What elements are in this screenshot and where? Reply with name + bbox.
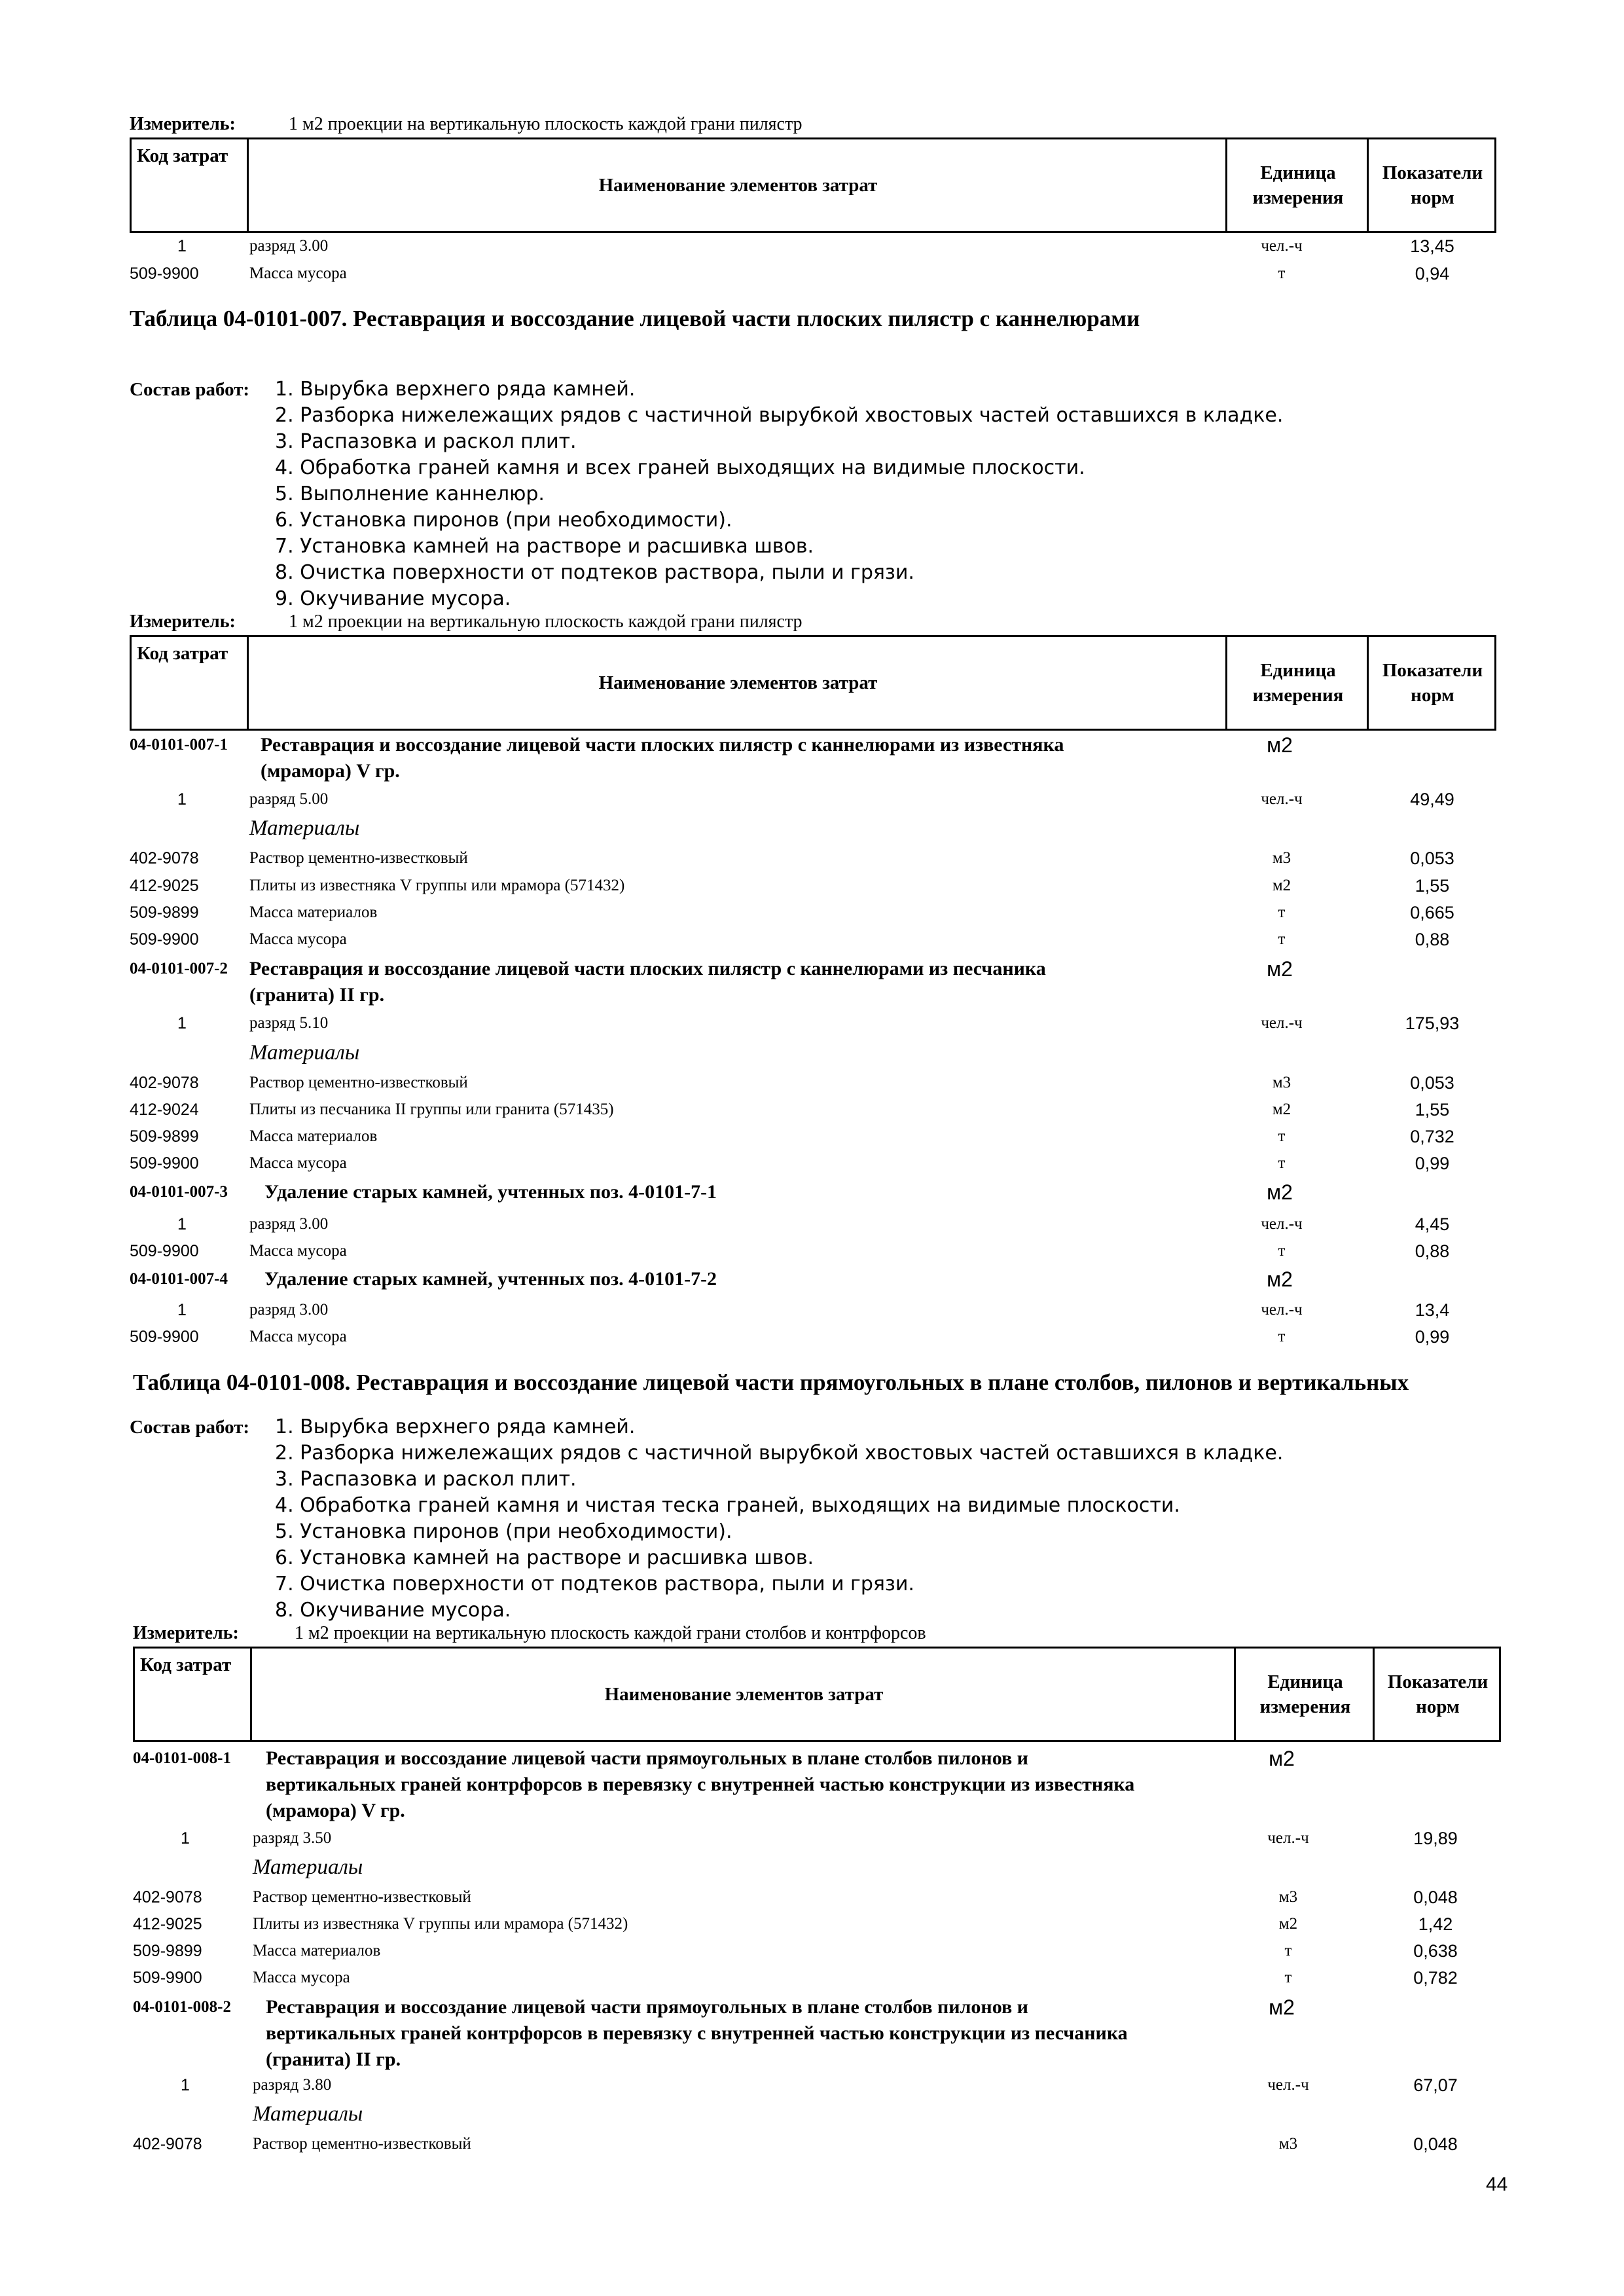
row-code: 509-9900: [130, 264, 199, 283]
text-cell: Состав работ:: [130, 1417, 250, 1438]
text-cell: 0,99: [1415, 1154, 1450, 1173]
text-cell: 509-9900: [130, 1154, 199, 1173]
text-cell: норм: [1416, 1696, 1460, 1717]
text-cell: Масса мусора: [249, 1328, 347, 1345]
table-header: [130, 635, 1496, 731]
text-cell: Раствор цементно-известковый: [253, 1888, 471, 1906]
text-cell: Плиты из песчаника II группы или гранита (571435): [249, 1101, 614, 1118]
page-number: 44: [1486, 2174, 1508, 2195]
text-cell: чел.-ч: [1267, 1829, 1309, 1847]
text-cell: т: [1284, 1942, 1292, 1959]
text-cell: т: [1278, 1328, 1286, 1345]
text-cell: Код затрат: [140, 1654, 232, 1675]
measure-label: Измеритель:: [130, 611, 236, 632]
text-cell: норм: [1411, 685, 1454, 706]
text-cell: Масса материалов: [249, 1127, 378, 1145]
measure-line: [130, 609, 803, 635]
text-cell: м3: [1272, 849, 1291, 867]
text-cell: 509-9899: [130, 903, 199, 922]
table-header: [133, 1647, 1501, 1742]
text-cell: 4,45: [1415, 1214, 1450, 1234]
work-item: 2. Разборка нижележащих рядов с частичной вырубкой хвостовых частей оставшихся в кладке.: [275, 1442, 1284, 1465]
work-item: 9. Окучивание мусора.: [275, 587, 511, 610]
text-cell: 509-9900: [130, 930, 199, 949]
text-cell: 0,88: [1415, 930, 1450, 949]
work-item: 4. Обработка граней камня и чистая теска граней, выходящих на видимые плоскости.: [275, 1494, 1180, 1517]
text-cell: 402-9078: [130, 1074, 199, 1092]
measure-line: [130, 111, 803, 137]
text-cell: Единица: [1267, 1671, 1343, 1692]
th-code: Код затрат: [137, 145, 228, 166]
row-name: разряд 3.00: [249, 237, 329, 255]
text-cell: 509-9900: [130, 1242, 199, 1260]
text-cell: т: [1278, 903, 1286, 921]
text-cell: измерения: [1259, 1696, 1351, 1717]
text-cell: чел.-ч: [1261, 1301, 1303, 1319]
text-cell: 402-9078: [130, 849, 199, 867]
text-cell: 67,07: [1413, 2075, 1458, 2095]
text-cell: 0,053: [1410, 848, 1454, 868]
text-cell: 0,782: [1413, 1968, 1458, 1988]
text-cell: чел.-ч: [1261, 1014, 1303, 1032]
work-item: 8. Окучивание мусора.: [275, 1599, 511, 1622]
th-code: Код затрат: [137, 643, 228, 664]
text-cell: 1,55: [1415, 1100, 1450, 1120]
text-cell: Материалы: [249, 1041, 360, 1065]
text-cell: вертикальных граней контрфорсов в перевязку с внутренней частью конструкции из известняка: [266, 1774, 1135, 1795]
text-cell: м3: [1278, 2135, 1298, 2153]
text-cell: 0,053: [1410, 1073, 1454, 1093]
text-cell: 1: [177, 1301, 187, 1319]
text-cell: 0,732: [1410, 1127, 1454, 1146]
text-cell: разряд 3.00: [249, 1301, 329, 1319]
text-cell: т: [1278, 930, 1286, 948]
row-code: 1: [177, 237, 187, 255]
work-item: 4. Обработка граней камня и всех граней выходящих на видимые плоскости.: [275, 456, 1085, 479]
text-cell: Масса материалов: [249, 903, 378, 921]
text-cell: разряд 5.00: [249, 790, 329, 808]
text-cell: Раствор цементно-известковый: [253, 2135, 471, 2153]
text-cell: м2: [1272, 1101, 1291, 1118]
text-cell: Плиты из известняка V группы или мрамора (571432): [249, 877, 625, 894]
row-name: Масса мусора: [249, 264, 347, 282]
text-cell: измерения: [1252, 187, 1344, 208]
text-cell: Показатели: [1382, 660, 1483, 681]
work-item: 6. Установка пиронов (при необходимости).: [275, 509, 732, 532]
text-cell: 04-0101-007-2: [130, 960, 228, 977]
text-cell: Реставрация и воссоздание лицевой части прямоугольных в плане столбов пилонов и: [266, 1747, 1028, 1769]
text-cell: (гранита) II гр.: [266, 2049, 401, 2070]
text-cell: Удаление старых камней, учтенных поз. 4-0101-7-2: [264, 1268, 717, 1290]
text-cell: Масса мусора: [249, 1154, 347, 1172]
text-cell: Измеритель:: [133, 1623, 239, 1643]
text-cell: Материалы: [253, 1855, 363, 1879]
text-cell: 1: [177, 790, 187, 809]
text-cell: т: [1278, 1154, 1286, 1172]
work-list: [275, 376, 1283, 612]
text-cell: 0,048: [1413, 2134, 1458, 2154]
text-cell: м3: [1272, 1074, 1291, 1091]
text-cell: м2: [1267, 1180, 1293, 1204]
work-item: 5. Установка пиронов (при необходимости).: [275, 1520, 732, 1543]
row-unit: т: [1278, 264, 1286, 282]
text-cell: м2: [1267, 1267, 1293, 1291]
text-cell: 1,42: [1418, 1914, 1453, 1934]
text-cell: т: [1284, 1969, 1292, 1986]
text-cell: м2: [1272, 877, 1291, 894]
work-item: 3. Распазовка и раскол плит.: [275, 430, 577, 453]
text-cell: Материалы: [249, 816, 360, 840]
text-cell: т: [1278, 1127, 1286, 1145]
text-cell: разряд 3.80: [253, 2076, 332, 2094]
text-cell: Материалы: [253, 2102, 363, 2126]
text-cell: Единица: [1260, 162, 1336, 183]
text-cell: 412-9025: [130, 877, 199, 895]
work-list: [275, 1414, 1283, 1624]
text-cell: м2: [1269, 1995, 1295, 2019]
text-cell: чел.-ч: [1261, 790, 1303, 808]
text-cell: 1: [181, 1829, 190, 1848]
text-cell: 1 м2 проекции на вертикальную плоскость каждой грани столбов и контрфорсов: [295, 1623, 926, 1643]
text-cell: 0,665: [1410, 903, 1454, 922]
work-item: 1. Вырубка верхнего ряда камней.: [275, 378, 636, 401]
text-cell: 0,048: [1413, 1887, 1458, 1907]
text-cell: 0,88: [1415, 1241, 1450, 1261]
text-cell: 04-0101-008-1: [133, 1749, 231, 1767]
measure-line: [133, 1620, 926, 1647]
row-code: 04-0101-007-1: [130, 736, 228, 754]
text-cell: 04-0101-008-2: [133, 1998, 231, 2016]
text-cell: разряд 5.10: [249, 1014, 329, 1032]
text-cell: (гранита) II гр.: [249, 984, 385, 1006]
measure-text: 1 м2 проекции на вертикальную плоскость каждой грани пилястр: [289, 114, 803, 134]
th-norm: [1367, 637, 1496, 729]
measure-text: 1 м2 проекции на вертикальную плоскость каждой грани пилястр: [289, 611, 803, 632]
text-cell: Раствор цементно-известковый: [249, 849, 468, 867]
th-unit: [1225, 637, 1369, 729]
text-cell: 509-9899: [133, 1942, 202, 1960]
th-norm: [1367, 139, 1496, 231]
text-cell: Реставрация и воссоздание лицевой части прямоугольных в плане столбов пилонов и: [266, 1996, 1028, 2018]
measure-label: Измеритель:: [130, 114, 236, 134]
text-cell: Удаление старых камней, учтенных поз. 4-0101-7-1: [264, 1181, 717, 1203]
text-cell: Масса мусора: [249, 1242, 347, 1260]
text-cell: 509-9900: [133, 1969, 202, 1987]
text-cell: Показатели: [1382, 162, 1483, 183]
row-value: 0,94: [1415, 264, 1450, 283]
text-cell: 175,93: [1405, 1013, 1460, 1033]
row-unit: м2: [1267, 733, 1293, 757]
text-cell: Единица: [1260, 660, 1336, 681]
row-unit: чел.-ч: [1261, 237, 1303, 255]
text-cell: т: [1278, 1242, 1286, 1260]
work-item: 3. Распазовка и раскол плит.: [275, 1468, 577, 1491]
work-item: 6. Установка камней на растворе и расшивка швов.: [275, 1546, 814, 1569]
table-title: Таблица 04-0101-007. Реставрация и воссоздание лицевой части плоских пилястр с каннелюрами: [130, 306, 1140, 331]
text-cell: 1: [177, 1215, 187, 1233]
row-name: [261, 732, 1064, 784]
text-cell: 04-0101-007-4: [130, 1270, 228, 1288]
th-name: Наименование элементов затрат: [247, 637, 1227, 729]
text-cell: 509-9899: [130, 1127, 199, 1146]
text-cell: норм: [1411, 187, 1454, 208]
text-cell: Масса мусора: [253, 1969, 350, 1986]
text-cell: 49,49: [1410, 790, 1454, 809]
text-cell: 1: [177, 1014, 187, 1032]
text-cell: вертикальных граней контрфорсов в перевязку с внутренней частью конструкции из песчаника: [266, 2022, 1128, 2044]
work-item: 7. Установка камней на растворе и расшивка швов.: [275, 535, 814, 558]
text-cell: Масса мусора: [249, 930, 347, 948]
text-cell: 1: [181, 2076, 190, 2094]
text-cell: 1,55: [1415, 876, 1450, 896]
text-cell: Показатели: [1387, 1671, 1489, 1692]
row-value: 13,45: [1410, 236, 1454, 256]
table-header: [130, 137, 1496, 233]
text-cell: (мрамора) V гр.: [266, 1800, 405, 1821]
text-cell: чел.-ч: [1261, 1215, 1303, 1233]
text-cell: чел.-ч: [1267, 2076, 1309, 2094]
text-cell: измерения: [1252, 685, 1344, 706]
work-item: 2. Разборка нижележащих рядов с частичной вырубкой хвостовых частей оставшихся в кладке.: [275, 404, 1284, 427]
text-cell: Масса материалов: [253, 1942, 381, 1959]
text-cell: 402-9078: [133, 1888, 202, 1906]
text-cell: 13,4: [1415, 1300, 1450, 1320]
text-cell: разряд 3.50: [253, 1829, 332, 1847]
work-item: 8. Очистка поверхности от подтеков раствора, пыли и грязи.: [275, 561, 914, 584]
text-cell: м2: [1267, 957, 1293, 981]
work-composition-label: Состав работ:: [130, 379, 250, 400]
text-cell: Плиты из известняка V группы или мрамора (571432): [253, 1915, 628, 1933]
text-cell: 509-9900: [130, 1328, 199, 1346]
text-cell: 412-9025: [133, 1915, 202, 1933]
text-cell: 412-9024: [130, 1101, 199, 1119]
table-title: Таблица 04-0101-008. Реставрация и воссоздание лицевой части прямоугольных в плане столбов, пилонов и вертикальных: [133, 1370, 1409, 1395]
text-cell: 04-0101-007-3: [130, 1183, 228, 1201]
text-cell: разряд 3.00: [249, 1215, 329, 1233]
text-cell: м2: [1269, 1747, 1295, 1770]
text-cell: Раствор цементно-известковый: [249, 1074, 468, 1091]
text-cell: 19,89: [1413, 1829, 1458, 1848]
work-item: 1. Вырубка верхнего ряда камней.: [275, 1415, 636, 1438]
th-name: Наименование элементов затрат: [247, 139, 1227, 231]
text-cell: м2: [1278, 1915, 1298, 1933]
th-unit: [1225, 139, 1369, 231]
text-cell: 0,638: [1413, 1941, 1458, 1961]
work-item: 7. Очистка поверхности от подтеков раствора, пыли и грязи.: [275, 1573, 914, 1595]
text-cell: (мрамора) V гр.: [261, 760, 400, 782]
text-cell: м3: [1278, 1888, 1298, 1906]
text-cell: Наименование элементов затрат: [250, 1649, 1236, 1740]
work-item: 5. Выполнение каннелюр.: [275, 483, 545, 505]
text-cell: Реставрация и воссоздание лицевой части плоских пилястр с каннелюрами из песчаника: [249, 958, 1046, 979]
text-cell: Реставрация и воссоздание лицевой части плоских пилястр с каннелюрами из известняка: [261, 734, 1064, 756]
text-cell: 402-9078: [133, 2135, 202, 2153]
text-cell: 0,99: [1415, 1327, 1450, 1347]
